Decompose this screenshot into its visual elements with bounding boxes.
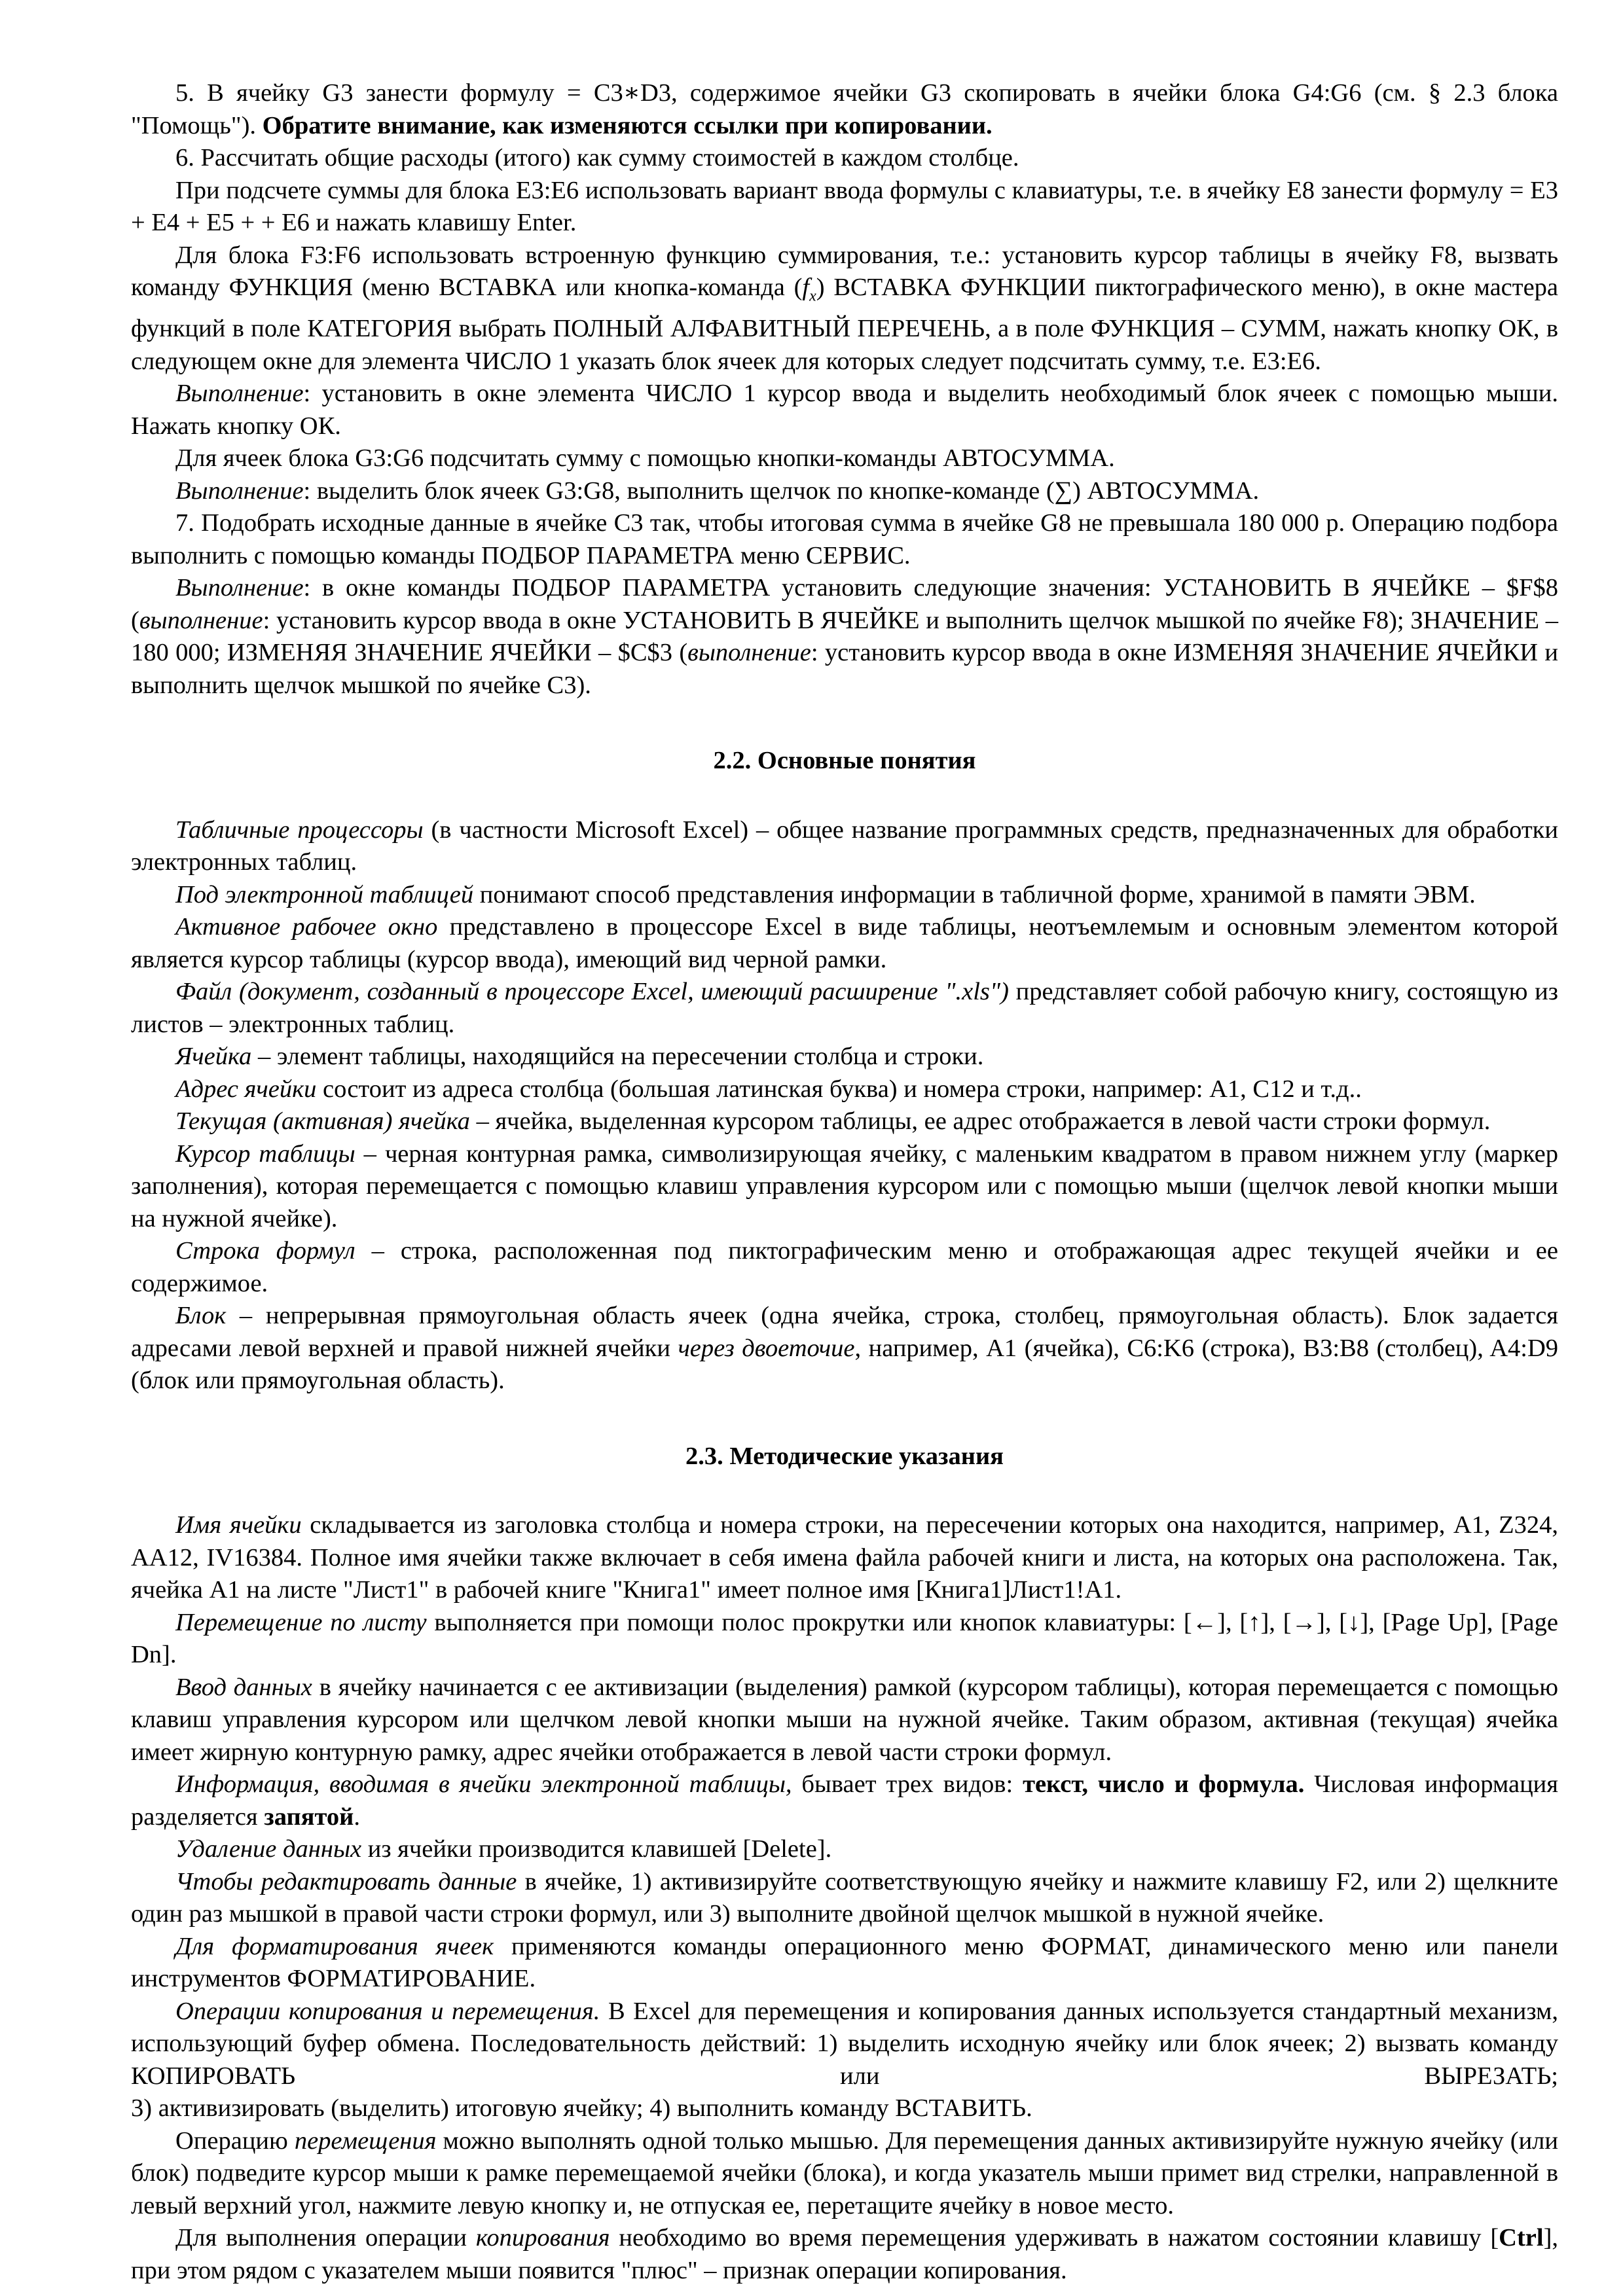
- document-body: [131, 77, 1558, 2287]
- definition-paragraph: Курсор таблицы – черная контурная рамка, символизирующая ячейку, с маленьким квадратом в правом нижнем углу (маркер заполнения), которая перемещается с помощью клавиш управления курсором или с помощью мыши (щелчок левой кнопки мыши на нужной ячейке).: [131, 1139, 1558, 1232]
- paragraph-execution-2: Выполнение: выделить блок ячеек G3:G8, выполнить щелчок по кнопке-команде (∑) АВТОСУММА.: [175, 476, 1260, 505]
- guideline-paragraph: Имя ячейки складывается из заголовка столбца и номера строки, на пересечении которых она находится, например, A1, Z324, AA12, IV16384. Полное имя ячейки также включает в себя имена файла рабочей книги и листа, на которых она расположена. Так, ячейка A1 на листе "Лист1" в рабочей книге "Книга1" имеет полное имя [Книга1]Лист1!A1.: [131, 1511, 1558, 1604]
- definition-paragraph: Под электронной таблицей понимают способ представления информации в табличной форме, хранимой в памяти ЭВМ.: [175, 880, 1476, 908]
- paragraph-sum-f: Для блока F3:F6 использовать встроенную функцию суммирования, т.е.: установить курсор таблицы в ячейку F8, вызвать команду ФУНКЦИЯ (меню ВСТАВКА или кнопка-команда $(f_x)$ ВСТАВКА ФУНКЦИИ пиктографического меню), в окне мастера функций в поле КАТЕГОРИЯ выбрать ПОЛНЫЙ АЛФАВИТНЫЙ ПЕРЕЧЕНЬ, а в поле ФУНКЦИЯ – СУММ, нажать кнопку ОК, в следующем окне для элемента ЧИСЛО 1 указать блок ячеек для которых следует подсчитать сумму, т.е. E3:E6.: [131, 241, 1558, 375]
- fx-symbol: $f_x$: [802, 274, 816, 305]
- definition-paragraph: Файл (документ, созданный в процессоре Excel, имеющий расширение ".xls") представляет собой рабочую книгу, состоящую из листов – электронных таблиц.: [131, 978, 1558, 1038]
- emphasis-note: Обратите внимание, как изменяются ссылки при копировании.: [262, 111, 993, 139]
- definition-paragraph: Текущая (активная) ячейка – ячейка, выделенная курсором таблицы, ее адрес отображается в левой части строки формул.: [175, 1107, 1491, 1136]
- term: Для форматирования ячеек: [175, 1932, 494, 1960]
- definition-paragraph: Табличные процессоры (в частности Microsoft Excel) – общее название программных средств, предназначенных для обработки электронных таблиц.: [131, 816, 1558, 876]
- term: Текущая (активная) ячейка: [175, 1107, 470, 1136]
- paragraph-copy-move-ops: Операции копирования и перемещения. В Excel для перемещения и копирования данных используется стандартный механизм, использующий буфер обмена. Последовательность действий: 1) выделить исходную ячейку или блок ячеек; 2) вызвать команду КОПИРОВАТЬ или ВЫРЕЗАТЬ;: [131, 1997, 1558, 2090]
- term: Табличные процессоры: [175, 816, 424, 844]
- term: Адрес ячейки: [175, 1075, 317, 1103]
- term: Файл (документ, созданный в процессоре Excel, имеющий расширение ".xls"): [175, 978, 1009, 1006]
- term: Перемещение по листу: [175, 1608, 427, 1636]
- term: Курсор таблицы: [175, 1139, 356, 1168]
- term: Ввод данных: [175, 1673, 312, 1701]
- guidelines-list: [131, 1509, 1558, 1768]
- paragraph-step-6: 6. Рассчитать общие расходы (итого) как сумму стоимостей в каждом столбце.: [175, 144, 1019, 171]
- paragraph-execution-3: Выполнение: в окне команды ПОДБОР ПАРАМЕТРА установить следующие значения: УСТАНОВИТЬ В ЯЧЕЙКЕ – $F$8 (выполнение: установить курсор ввода в окне УСТАНОВИТЬ В ЯЧЕЙКЕ и выполнить щелчок мышкой по ячейке F8); ЗНАЧЕНИЕ – 180 000; ИЗМЕНЯЯ ЗНАЧЕНИЕ ЯЧЕЙКИ – $C$3 (выполнение: установить курсор ввода в окне ИЗМЕНЯЯ ЗНАЧЕНИЕ ЯЧЕЙКИ и выполнить щелчок мышкой по ячейке C3).: [131, 574, 1558, 699]
- basic-concepts-list: [131, 814, 1558, 1300]
- paragraph-information-types: Информация, вводимая в ячейки электронной таблицы, бывает трех видов: текст, число и формула. Числовая информация разделяется запятой.: [131, 1770, 1558, 1831]
- paragraph-execution-1: Выполнение: установить в окне элемента ЧИСЛО 1 курсор ввода и выделить необходимый блок ячеек с помощью мыши. Нажать кнопку ОК.: [131, 380, 1558, 440]
- term: Активное рабочее окно: [175, 913, 438, 941]
- paragraph-sum-g: Для ячеек блока G3:G6 подсчитать сумму с помощью кнопки-команды АВТОСУММА.: [175, 444, 1115, 473]
- paragraph-copy-op: Для выполнения операции копирования необходимо во время перемещения удерживать в нажатом состоянии клавишу [Ctrl], при этом рядом с указателем мыши появится "плюс" – признак операции копирования.: [131, 2224, 1559, 2284]
- guidelines-list-2: [131, 1833, 1558, 1996]
- paragraph-step-7: 7. Подобрать исходные данные в ячейке C3 так, чтобы итоговая сумма в ячейке G8 не превышала 180 000 р. Операцию подбора выполнить с помощью команды ПОДБОР ПАРАМЕТРА меню СЕРВИС.: [131, 509, 1558, 569]
- term: Строка формул: [175, 1237, 356, 1265]
- section-heading-basic-concepts: 2.2. Основные понятия: [713, 747, 976, 775]
- definition-paragraph: Активное рабочее окно представлено в процессоре Excel в виде таблицы, неотъемлемым и основным элементом которой является курсор таблицы (курсор ввода), имеющий вид черной рамки.: [131, 913, 1559, 973]
- definition-paragraph: Строка формул – строка, расположенная под пиктографическим меню и отображающая адрес текущей ячейки и ее содержимое.: [131, 1237, 1558, 1297]
- section-heading-guidelines: 2.3. Методические указания: [685, 1442, 1004, 1470]
- paragraph-move-op: Операцию перемещения можно выполнять одной только мышью. Для перемещения данных активизируйте нужную ячейку (или блок) подведите курсор мыши к рамке перемещаемой ячейки (блока), и когда указатель мыши примет вид стрелки, направленной в левый верхний угол, нажмите левую кнопку и, не отпуская ее, перетащите ячейку в новое место.: [131, 2126, 1558, 2219]
- paragraph-copy-move-ops-cont: 3) активизировать (выделить) итоговую ячейку; 4) выполнить команду ВСТАВИТЬ.: [131, 2094, 1032, 2123]
- ctrl-key: Ctrl: [1499, 2224, 1544, 2252]
- term: Чтобы редактировать данные: [175, 1867, 517, 1895]
- paragraph-step-5: 5. В ячейку G3 занести формулу = C3∗D3, содержимое ячейки G3 скопировать в ячейки блока G4:G6 (см. § 2.3 блока "Помощь"). Обратите внимание, как изменяются ссылки при копировании.: [131, 79, 1558, 139]
- term: Ячейка: [175, 1043, 252, 1071]
- guideline-paragraph: Чтобы редактировать данные в ячейке, 1) активизируйте соответствующую ячейку и нажмите клавишу F2, или 2) щелкните один раз мышкой в правой части строки формул, или 3) выполните двойной щелчок мышкой в нужной ячейке.: [131, 1867, 1559, 1928]
- paragraph-block-definition: Блок – непрерывная прямоугольная область ячеек (одна ячейка, строка, столбец, прямоугольная область). Блок задается адресами левой верхней и правой нижней ячейки через двоеточие, например, A1 (ячейка), C6:K6 (строка), B3:B8 (столбец), A4:D9 (блок или прямоугольная область).: [131, 1302, 1559, 1395]
- definition-paragraph: Адрес ячейки состоит из адреса столбца (большая латинская буква) и номера строки, например: A1, C12 и т.д..: [175, 1075, 1362, 1103]
- term: Имя ячейки: [175, 1511, 302, 1539]
- term: Удаление данных: [175, 1835, 362, 1863]
- term: Под электронной таблицей: [175, 880, 474, 908]
- paragraph-sum-e: При подсчете суммы для блока E3:E6 использовать вариант ввода формулы с клавиатуры, т.е. в ячейку E8 занести формулу = E3 + E4 + E5 + + E6 и нажать клавишу Enter.: [131, 176, 1558, 236]
- guideline-paragraph: Ввод данных в ячейку начинается с ее активизации (выделения) рамкой (курсором таблицы), которая перемещается с помощью клавиш управления курсором или щелчком левой кнопки мыши на нужной ячейке. Таким образом, активная (текущая) ячейка имеет жирную контурную рамку, адрес ячейки отображается в левой части строки формул.: [131, 1673, 1558, 1766]
- guideline-paragraph: Удаление данных из ячейки производится клавишей [Delete].: [175, 1835, 832, 1863]
- guideline-paragraph: Перемещение по листу выполняется при помощи полос прокрутки или кнопок клавиатуры: [←], [↑], [→], [↓], [Page Up], [Page Dn].: [131, 1608, 1558, 1669]
- guideline-paragraph: Для форматирования ячеек применяются команды операционного меню ФОРМАТ, динамического меню или панели инструментов ФОРМАТИРОВАНИЕ.: [131, 1932, 1558, 1993]
- definition-paragraph: Ячейка – элемент таблицы, находящийся на пересечении столбца и строки.: [175, 1043, 984, 1071]
